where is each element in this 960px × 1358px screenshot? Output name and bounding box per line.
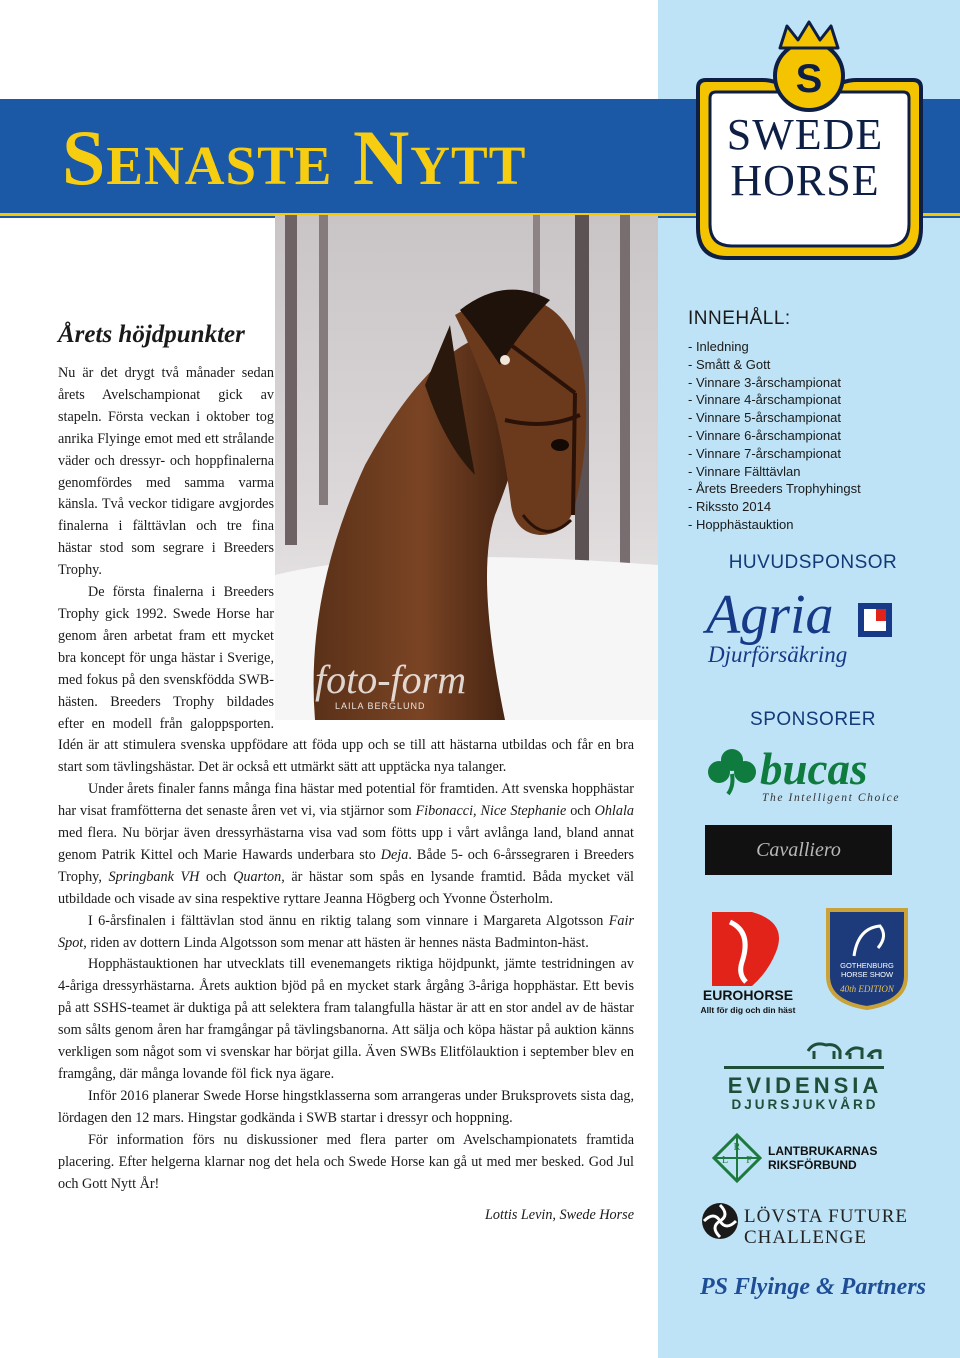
gothenburg-line-1: GOTHENBURG [840, 961, 894, 970]
toc-list [688, 338, 948, 534]
shamrock-icon [706, 748, 758, 796]
toc-item[interactable]: - Vinnare 5-årschampionat [688, 410, 841, 426]
lrf-line-1: LANTBRUKARNAS [768, 1144, 878, 1158]
ps-flyinge-partners: PS Flyinge & Partners [699, 1274, 927, 1300]
photo-watermark: foto-form [315, 657, 467, 702]
article-paragraph-1: Nu är det drygt två månader sedan årets Avelschampionat gick av stapeln. Första veckan i oktober tog anrika Flyinge emot med ett strålande väder och dressyr- och hoppfinalerna genomfördes med samma varma känsla. Två veckor tidigare avgjordes finalerna i fälttävlan och tre fina hästar stod som segrare i Breeders Trophy. [58, 365, 274, 579]
toc-item[interactable]: - Hopphästauktion [688, 516, 794, 532]
article-paragraph-3: Under årets finaler fanns många fina hästar med potential för framtiden. Att svenska hopphästar har visat framfötterna det senaste åren vet vi, via stjärnor som Fibonacci, Nice Stephanie och Ohlala med flera. Nu börjar även dressyrhästarna visa vad som fötts upp i vårt avlånga land, bland annat genom Patrik Kittel och Marie Hawards underbara sto Deja. Både 5- och 6-årssegraren i Breeders Trophy, Springbank VH och Quarton, är hästar som spås en lysande framtid. Båda mycket väl utbildade och visade av sina respektive ryttare Jeanna Högberg och Yvonne Österholm. [58, 781, 634, 907]
evidensia-rule [724, 1066, 884, 1069]
lovsta-logo-text[interactable] [744, 1206, 908, 1248]
article-paragraph-5: Hopphästauktionen har utvecklats till evenemangets riktiga höjdpunkt, jämte testridningen av 4-åriga dressyrhästarna. Årets auktion bjöd på en mycket stark årgång 3-åriga hopphästar. Ett bevis på att SSHS-teamet är duktiga på att selektera fram talangfulla hästar är att en stor andel av de hästar som sålts genom åren har framgångar på tävlingsbanorna. Att sälja och köpa hästar på auktion känns verkligen som något som vi svenskar har börjat gilla. Även SWBs Elitfölauktion i september blev en framgång, där många lovande föl fick nya ägare. [58, 956, 634, 1082]
toc-item[interactable]: - Vinnare 4-årschampionat [688, 392, 841, 408]
evidensia-subtitle: DJURSJUKVÅRD [731, 1097, 879, 1112]
article-paragraph-6: Inför 2016 planerar Swede Horse hingstklasserna som arrangeras under Bruksprovets sista dag, lördagen den 12 mars. Hingstar godkända i SWB startar i dressyr och hoppning. [58, 1087, 634, 1126]
logo-line-1: SWEDE [726, 110, 884, 159]
toc-item[interactable]: - Vinnare 6-årschampionat [688, 427, 841, 443]
toc-item[interactable]: - Vinnare 7-årschampionat [688, 445, 841, 461]
italic-name: Fair Spot [58, 912, 634, 951]
sponsors-heading: SPONSORER [750, 709, 876, 730]
agria-logo-text[interactable]: Agria [706, 584, 834, 646]
toc-item[interactable]: - Vinnare Fälttävlan [688, 463, 801, 479]
toc-item[interactable]: - Inledning [688, 339, 749, 354]
evidensia-animals-icon [806, 1037, 886, 1063]
bucas-tagline: The Intelligent Choice [762, 792, 901, 804]
article [58, 318, 634, 1227]
italic-name: Springbank VH [108, 868, 200, 885]
lrf-line-2: RIKSFÖRBUND [768, 1158, 857, 1172]
lovsta-line-1: LÖVSTA FUTURE [744, 1206, 909, 1227]
article-signature: Lottis Levin, Swede Horse [485, 1207, 634, 1224]
toc-item[interactable]: - Rikssto 2014 [688, 499, 772, 515]
lovsta-emblem-icon [700, 1201, 740, 1241]
crown-icon [780, 22, 838, 48]
article-paragraph-7: För information förs nu diskussioner med flera parter om Avelschampionatets framtida placering. Efter helgerna klarnar nog det hela och Swede Horse kan gå ut med mer besked. God Jul och Gott Nytt År! [58, 1131, 634, 1192]
crest-letter: S [795, 57, 823, 101]
svg-text:R: R [733, 1142, 741, 1153]
italic-name: Fibonacci, Nice Stephanie [415, 803, 567, 820]
cavalliero-logo[interactable] [705, 825, 892, 875]
logo-line-2: HORSE [730, 156, 880, 205]
table-of-contents [688, 308, 948, 534]
agria-subtitle: Djurförsäkring [708, 642, 848, 667]
lrf-logo-text[interactable] [768, 1144, 877, 1172]
toc-item[interactable]: - Årets Breeders Trophyhingst [688, 481, 861, 497]
gothenburg-horse-show-logo[interactable] [824, 906, 910, 1010]
article-heading: Årets höjdpunkter [58, 321, 245, 348]
eurohorse-logo-text[interactable]: EUROHORSE [702, 987, 794, 1003]
italic-name: Quarton [233, 868, 282, 885]
main-sponsor-heading: HUVUDSPONSOR [728, 552, 898, 573]
article-paragraph-4: I 6-årsfinalen i fälttävlan stod ännu en riktig talang som vinnare i Margareta Algotsson Fair Spot, riden av dottern Linda Algotsson som menar att hästen är hennes nästa Badminton-häst. [58, 912, 634, 951]
bucas-logo-text[interactable]: bucas [760, 744, 868, 794]
gothenburg-edition: 40th EDITION [840, 984, 894, 994]
lrf-emblem-icon [712, 1133, 762, 1183]
cavalliero-logo-text: Cavalliero [756, 839, 841, 861]
eurohorse-mark-icon [712, 912, 788, 986]
italic-name: Deja [380, 846, 409, 863]
lovsta-line-2: CHALLENGE [744, 1227, 867, 1248]
eurohorse-tagline: Allt för dig och din häst [700, 1005, 796, 1015]
toc-title: INNEHÅLL: [688, 308, 791, 329]
photo-wrap-spacer [274, 363, 634, 719]
svg-text:L: L [721, 1155, 729, 1166]
agria-mark-icon [858, 603, 892, 637]
page-title: Senaste Nytt [62, 114, 527, 201]
italic-name: Ohlala [594, 803, 634, 820]
toc-item[interactable]: - Vinnare 3-årschampionat [688, 374, 841, 390]
photo-credit: LAILA BERGLUND [335, 701, 426, 711]
article-paragraph-2: De första finalerna i Breeders Trophy gick 1992. Swede Horse har genom åren arbetat fram ett mycket bra koncept för unga hästar i Sverige, med fokus på den svenskfödda SWB-hästen. Breeders Trophy bildades efter en modell från galoppsporten. Idén är att stimulera svenska uppfödare att föda upp och se till att hästarna utbildas och får en bra start som tävlingshästar. Det är också ett utmärkt sätt att upptäcka nya talanger. [58, 584, 634, 776]
logo-wordmark [702, 112, 908, 204]
gothenburg-line-2: HORSE SHOW [840, 970, 894, 979]
evidensia-logo-text[interactable]: EVIDENSIA [727, 1073, 883, 1098]
toc-item[interactable]: - Smått & Gott [688, 356, 771, 372]
svg-text:F: F [746, 1155, 752, 1166]
